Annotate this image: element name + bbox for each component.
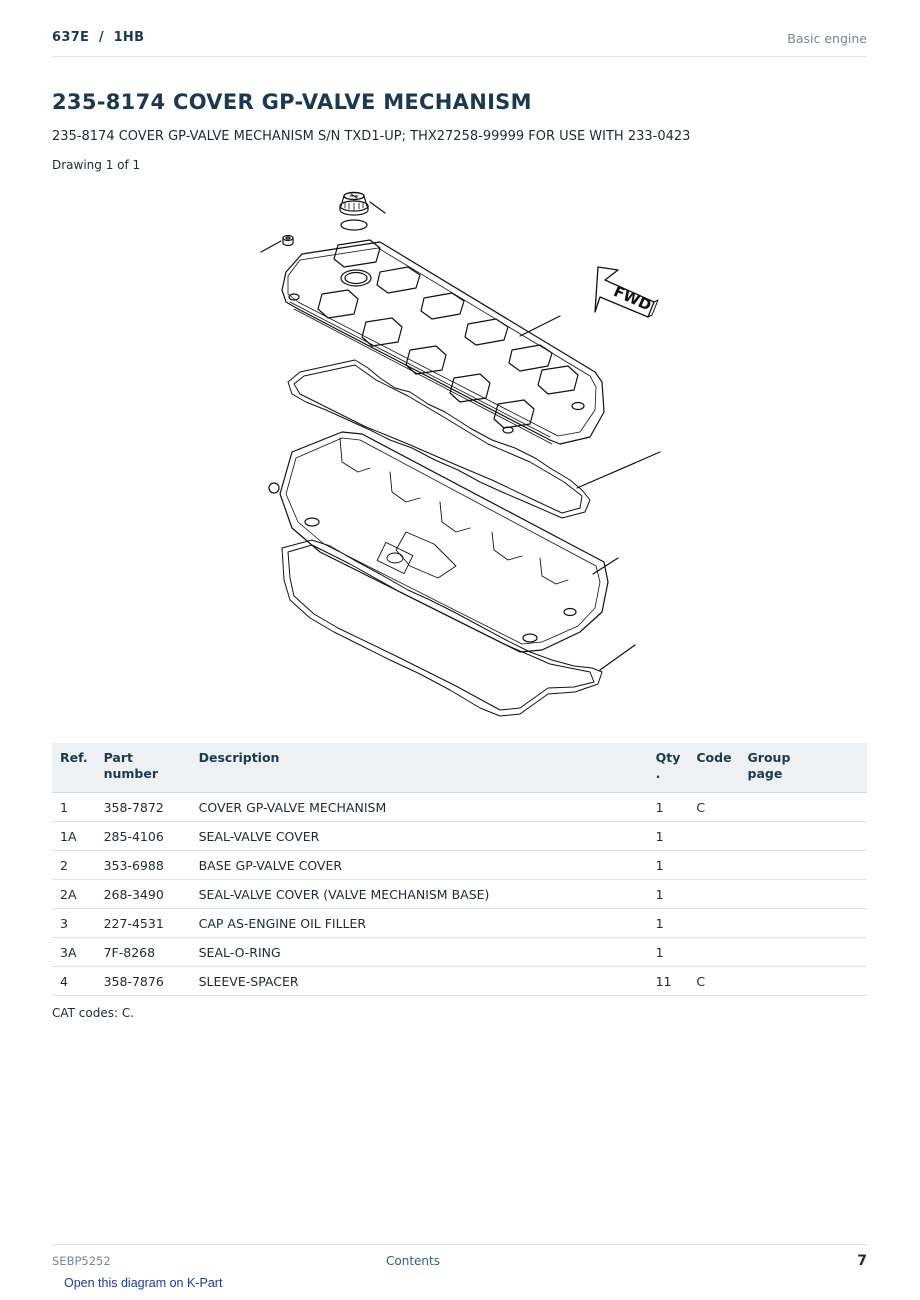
header-ref: Ref. [52, 743, 96, 793]
cell-description: SLEEVE-SPACER [191, 967, 648, 996]
header-part-number: Part number [96, 743, 191, 793]
page-title: 235-8174 COVER GP-VALVE MECHANISM [52, 90, 532, 114]
base-seal-leader-line [600, 645, 635, 670]
cell-group-page [740, 909, 867, 938]
sleeve-spacer [261, 236, 293, 253]
cell-qty: 1 [648, 938, 689, 967]
table-row [52, 909, 867, 938]
base-seal [282, 540, 602, 716]
valve-cover-base [269, 432, 618, 652]
cell-part-number: 227-4531 [96, 909, 191, 938]
cell-description: SEAL-O-RING [191, 938, 648, 967]
cell-group-page [740, 938, 867, 967]
table-row [52, 851, 867, 880]
drawing-count: Drawing 1 of 1 [52, 158, 141, 172]
valve-cover-seal [288, 360, 590, 518]
table-row [52, 822, 867, 851]
cell-code [688, 851, 739, 880]
seal-leader-line [577, 452, 660, 488]
cell-ref: 4 [52, 967, 96, 996]
cell-description: SEAL-VALVE COVER (VALVE MECHANISM BASE) [191, 880, 648, 909]
cell-group-page [740, 880, 867, 909]
cell-qty: 1 [648, 851, 689, 880]
cell-code [688, 822, 739, 851]
cell-part-number: 7F-8268 [96, 938, 191, 967]
header-group-page: Group page [740, 743, 867, 793]
table-row [52, 880, 867, 909]
cell-description: CAP AS-ENGINE OIL FILLER [191, 909, 648, 938]
cell-code: C [688, 967, 739, 996]
cell-qty: 1 [648, 909, 689, 938]
cell-code: C [688, 793, 739, 822]
cell-description: BASE GP-VALVE COVER [191, 851, 648, 880]
fwd-label: FWD [610, 282, 655, 315]
document-code: SEBP5252 [52, 1254, 111, 1268]
open-diagram-kpart-link[interactable]: Open this diagram on K-Part [64, 1276, 223, 1290]
page-number: 7 [857, 1253, 867, 1269]
page-header [52, 28, 867, 57]
page-footer [52, 1244, 867, 1275]
page-subtitle: 235-8174 COVER GP-VALVE MECHANISM S/N TXD1-UP; THX27258-99999 FOR USE WITH 233-0423 [52, 129, 691, 144]
cell-ref: 1 [52, 793, 96, 822]
cell-part-number: 285-4106 [96, 822, 191, 851]
header-description: Description [191, 743, 648, 793]
cell-ref: 3A [52, 938, 96, 967]
o-ring-seal [341, 220, 367, 230]
forward-direction-arrow [595, 267, 658, 317]
cell-group-page [740, 851, 867, 880]
cell-qty: 11 [648, 967, 689, 996]
parts-table-header [52, 743, 867, 793]
cell-ref: 1A [52, 822, 96, 851]
cell-group-page [740, 967, 867, 996]
cat-codes-note: CAT codes: C. [52, 1006, 135, 1020]
cell-qty: 1 [648, 880, 689, 909]
cell-ref: 3 [52, 909, 96, 938]
valve-cover [282, 240, 604, 444]
table-row [52, 967, 867, 996]
exploded-parts-diagram [230, 182, 690, 722]
section-label: Basic engine [787, 31, 867, 46]
cell-code [688, 880, 739, 909]
cell-code [688, 938, 739, 967]
cell-part-number: 358-7872 [96, 793, 191, 822]
cell-qty: 1 [648, 793, 689, 822]
cell-part-number: 353-6988 [96, 851, 191, 880]
model-label: 637E / 1HB [52, 30, 145, 45]
header-code: Code [688, 743, 739, 793]
cell-ref: 2A [52, 880, 96, 909]
cell-group-page [740, 793, 867, 822]
cell-description: COVER GP-VALVE MECHANISM [191, 793, 648, 822]
cell-description: SEAL-VALVE COVER [191, 822, 648, 851]
parts-table [52, 743, 867, 996]
table-row [52, 793, 867, 822]
cell-code [688, 909, 739, 938]
header-qty: Qty . [648, 743, 689, 793]
table-row [52, 938, 867, 967]
cell-qty: 1 [648, 822, 689, 851]
cell-part-number: 268-3490 [96, 880, 191, 909]
cell-ref: 2 [52, 851, 96, 880]
cell-part-number: 358-7876 [96, 967, 191, 996]
oil-filler-cap [340, 193, 385, 216]
contents-link[interactable]: Contents [386, 1254, 440, 1268]
cell-group-page [740, 822, 867, 851]
